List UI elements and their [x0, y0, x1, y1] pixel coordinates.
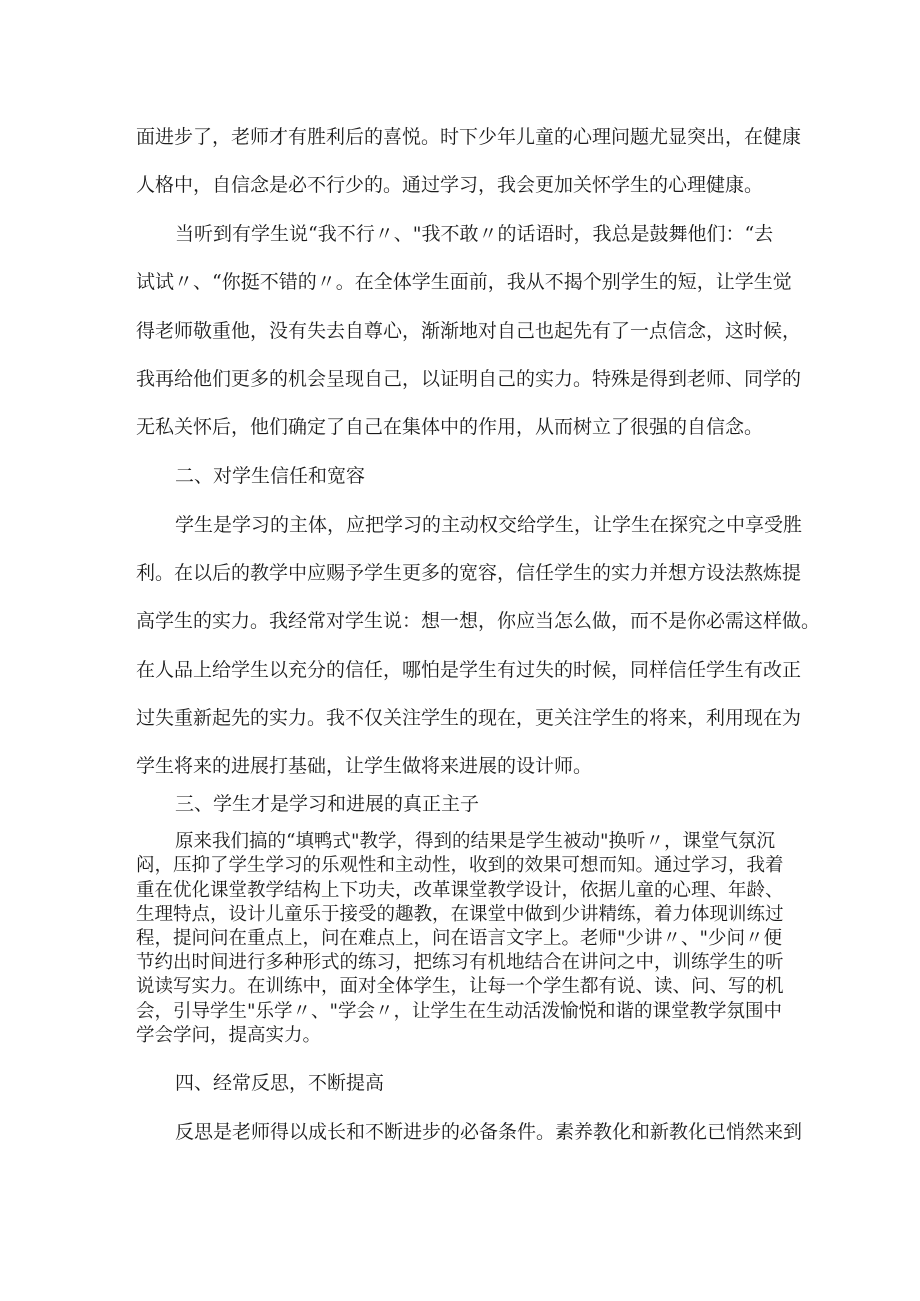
paragraph-line: 人格中，自信念是必不行少的。通过学习，我会更加关怀学生的心理健康。	[136, 174, 764, 196]
paragraph-line: 原来我们搞的“填鸭式"教学，得到的结果是学生被动"换听〃，课堂气氛沉	[175, 831, 775, 852]
paragraph-line: 高学生的实力。我经常对学生说：想一想，你应当怎么做，而不是你必需这样做。	[136, 610, 821, 632]
section-heading: 四、经常反思，不断提高	[175, 1072, 385, 1094]
paragraph-line: 试试〃、“你挺不错的〃。在全体学生面前，我从不揭个别学生的短，让学生觉	[136, 271, 792, 293]
section-heading: 二、对学生信任和宽容	[175, 465, 366, 487]
paragraph-line: 无私关怀后，他们确定了自己在集体中的作用，从而树立了很强的自信念。	[136, 416, 764, 438]
paragraph-line: 在人品上给学生以充分的信任，哪怕是学生有过失的时候，同样信任学生有改正	[136, 659, 802, 681]
paragraph-line: 学会学问，提高实力。	[136, 1025, 322, 1046]
paragraph-line: 闷，压抑了学生学习的乐观性和主动性，收到的效果可想而知。通过学习，我着	[136, 855, 784, 876]
paragraph-line: 利。在以后的教学中应赐予学生更多的宽容，信任学生的实力并想方设法熬炼提	[136, 562, 802, 584]
paragraph-line: 节约出时间进行多种形式的练习，把练习有机地结合在讲问之中，训练学生的听	[136, 952, 784, 973]
paragraph-line: 我再给他们更多的机会呈现自己，以证明自己的实力。特殊是得到老师、同学的	[136, 368, 802, 390]
paragraph-line: 反思是老师得以成长和不断进步的必备条件。素养教化和新教化已悄然来到	[175, 1121, 803, 1143]
paragraph-line: 得老师敬重他，没有失去自尊心，渐渐地对自己也起先有了一点信念，这时候，	[136, 320, 802, 342]
paragraph-line: 面进步了，老师才有胜利后的喜悦。时下少年儿童的心理问题尤显突出，在健康	[136, 126, 802, 148]
paragraph-line: 学生是学习的主体，应把学习的主动权交给学生，让学生在探究之中享受胜	[175, 514, 803, 536]
paragraph-line: 程，提问问在重点上，问在难点上，问在语言文字上。老师"少讲〃、"少问〃便	[136, 928, 783, 949]
paragraph-line: 生理特点，设计儿童乐于接受的趣教，在课堂中做到少讲精练，着力体现训练过	[136, 904, 784, 925]
paragraph-line: 学生将来的进展打基础，让学生做将来进展的设计师。	[136, 755, 593, 777]
paragraph-line: 过失重新起先的实力。我不仅关注学生的现在，更关注学生的将来，利用现在为	[136, 707, 802, 729]
paragraph-line: 说读写实力。在训练中，面对全体学生，让每一个学生都有说、读、问、写的机	[136, 976, 784, 997]
section-heading: 三、学生才是学习和进展的真正主子	[175, 793, 480, 815]
paragraph-line: 会，引导学生"乐学〃、"学会〃，让学生在生动活泼愉悦和谐的课堂教学氛围中	[136, 1001, 783, 1022]
paragraph-line: 当听到有学生说“我不行〃、"我不敢〃的话语时，我总是鼓舞他们：“去	[175, 223, 774, 245]
paragraph-line: 重在优化课堂教学结构上下功夫，改革课堂教学设计，依据儿童的心理、年龄、	[136, 880, 784, 901]
